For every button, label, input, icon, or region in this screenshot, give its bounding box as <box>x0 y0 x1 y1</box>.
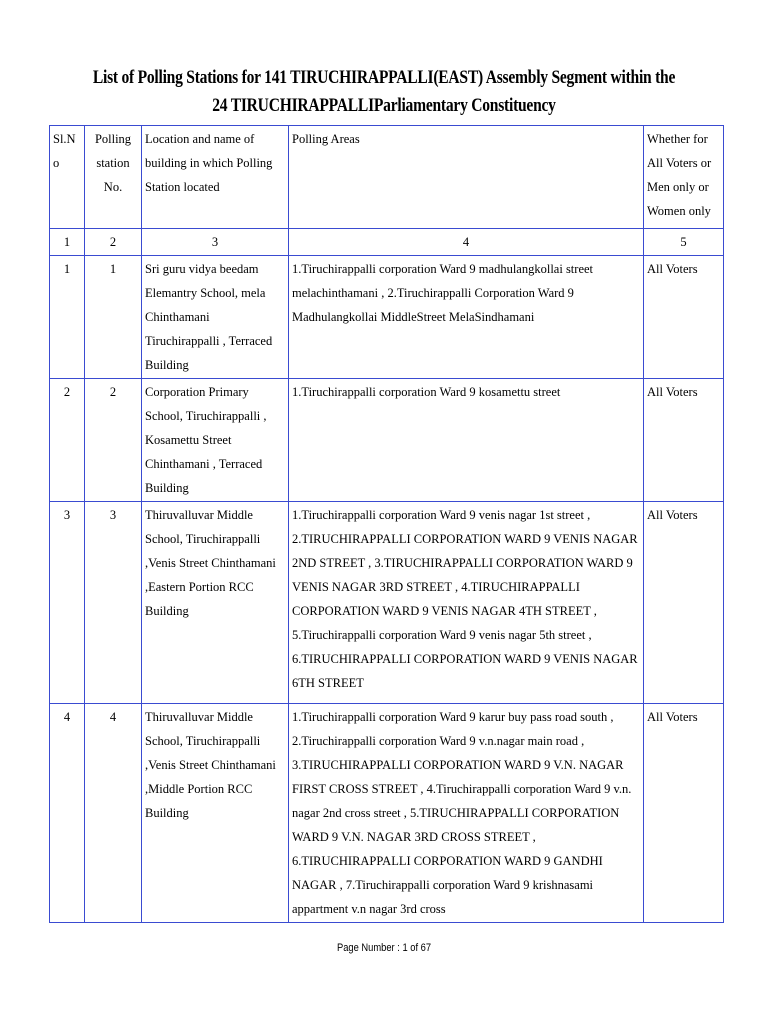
sl-no-cell: 3 <box>50 502 85 704</box>
polling-areas-cell: 1.Tiruchirappalli corporation Ward 9 kosamettu street <box>289 379 644 502</box>
document-title-line1: List of Polling Stations for 141 TIRUCHIRAPPALLI(EAST) Assembly Segment within the <box>92 67 676 88</box>
table-row <box>50 256 724 379</box>
polling-areas-cell: 1.Tiruchirappalli corporation Ward 9 madhulangkollai street melachinthamani , 2.Tiruchirappalli Corporation Ward 9 Madhulangkollai MiddleStreet MelaSindhamani <box>289 256 644 379</box>
table-row <box>50 379 724 502</box>
header-polling-areas: Polling Areas <box>289 126 644 229</box>
column-number: 3 <box>142 229 289 256</box>
location-cell: Thiruvalluvar Middle School, Tiruchirappalli ,Venis Street Chinthamani ,Middle Portion RCC Building <box>142 704 289 923</box>
voter-type-cell: All Voters <box>644 502 724 704</box>
station-no-cell: 4 <box>85 704 142 923</box>
header-location: Location and name of building in which Polling Station located <box>142 126 289 229</box>
header-polling-station-no: Polling station No. <box>85 126 142 229</box>
location-cell: Sri guru vidya beedam Elemantry School, mela Chinthamani Tiruchirappalli , Terraced Building <box>142 256 289 379</box>
header-sl-no: Sl.No <box>50 126 85 229</box>
table-header-row <box>50 126 724 229</box>
station-no-cell: 2 <box>85 379 142 502</box>
voter-type-cell: All Voters <box>644 379 724 502</box>
polling-areas-cell: 1.Tiruchirappalli corporation Ward 9 karur buy pass road south , 2.Tiruchirappalli corporation Ward 9 v.n.nagar main road , 3.TIRUCHIRAPPALLI CORPORATION WARD 9 V.N. NAGAR FIRST CROSS STREET , 4.Tiruchirappalli corporation Ward 9 v.n. nagar 2nd cross street , 5.TIRUCHIRAPPALLI CORPORATION WARD 9 V.N. NAGAR 3RD CROSS STREET , 6.TIRUCHIRAPPALLI CORPORATION WARD 9 GANDHI NAGAR , 7.Tiruchirappalli corporation Ward 9 krishnasami appartment v.n nagar 3rd cross <box>289 704 644 923</box>
column-number: 5 <box>644 229 724 256</box>
location-cell: Corporation Primary School, Tiruchirappalli , Kosamettu Street Chinthamani , Terraced Building <box>142 379 289 502</box>
page-number: Page Number : 1 of 67 <box>336 942 432 954</box>
column-number: 2 <box>85 229 142 256</box>
station-no-cell: 1 <box>85 256 142 379</box>
table-row <box>50 704 724 923</box>
column-number-row <box>50 229 724 256</box>
station-no-cell: 3 <box>85 502 142 704</box>
voter-type-cell: All Voters <box>644 256 724 379</box>
polling-areas-cell: 1.Tiruchirappalli corporation Ward 9 venis nagar 1st street , 2.TIRUCHIRAPPALLI CORPORATION WARD 9 VENIS NAGAR 2ND STREET , 3.TIRUCHIRAPPALLI CORPORATION WARD 9 VENIS NAGAR 3RD STREET , 4.TIRUCHIRAPPALLI CORPORATION WARD 9 VENIS NAGAR 4TH STREET , 5.Tiruchirappalli corporation Ward 9 venis nagar 5th street , 6.TIRUCHIRAPPALLI CORPORATION WARD 9 VENIS NAGAR 6TH STREET <box>289 502 644 704</box>
sl-no-cell: 2 <box>50 379 85 502</box>
column-number: 4 <box>289 229 644 256</box>
header-voter-type: Whether for All Voters or Men only or Women only <box>644 126 724 229</box>
voter-type-cell: All Voters <box>644 704 724 923</box>
sl-no-cell: 1 <box>50 256 85 379</box>
sl-no-cell: 4 <box>50 704 85 923</box>
polling-stations-table <box>49 125 724 923</box>
column-number: 1 <box>50 229 85 256</box>
location-cell: Thiruvalluvar Middle School, Tiruchirappalli ,Venis Street Chinthamani ,Eastern Portion RCC Building <box>142 502 289 704</box>
document-title-line2: 24 TIRUCHIRAPPALLIParliamentary Constituency <box>212 95 556 116</box>
table-row <box>50 502 724 704</box>
